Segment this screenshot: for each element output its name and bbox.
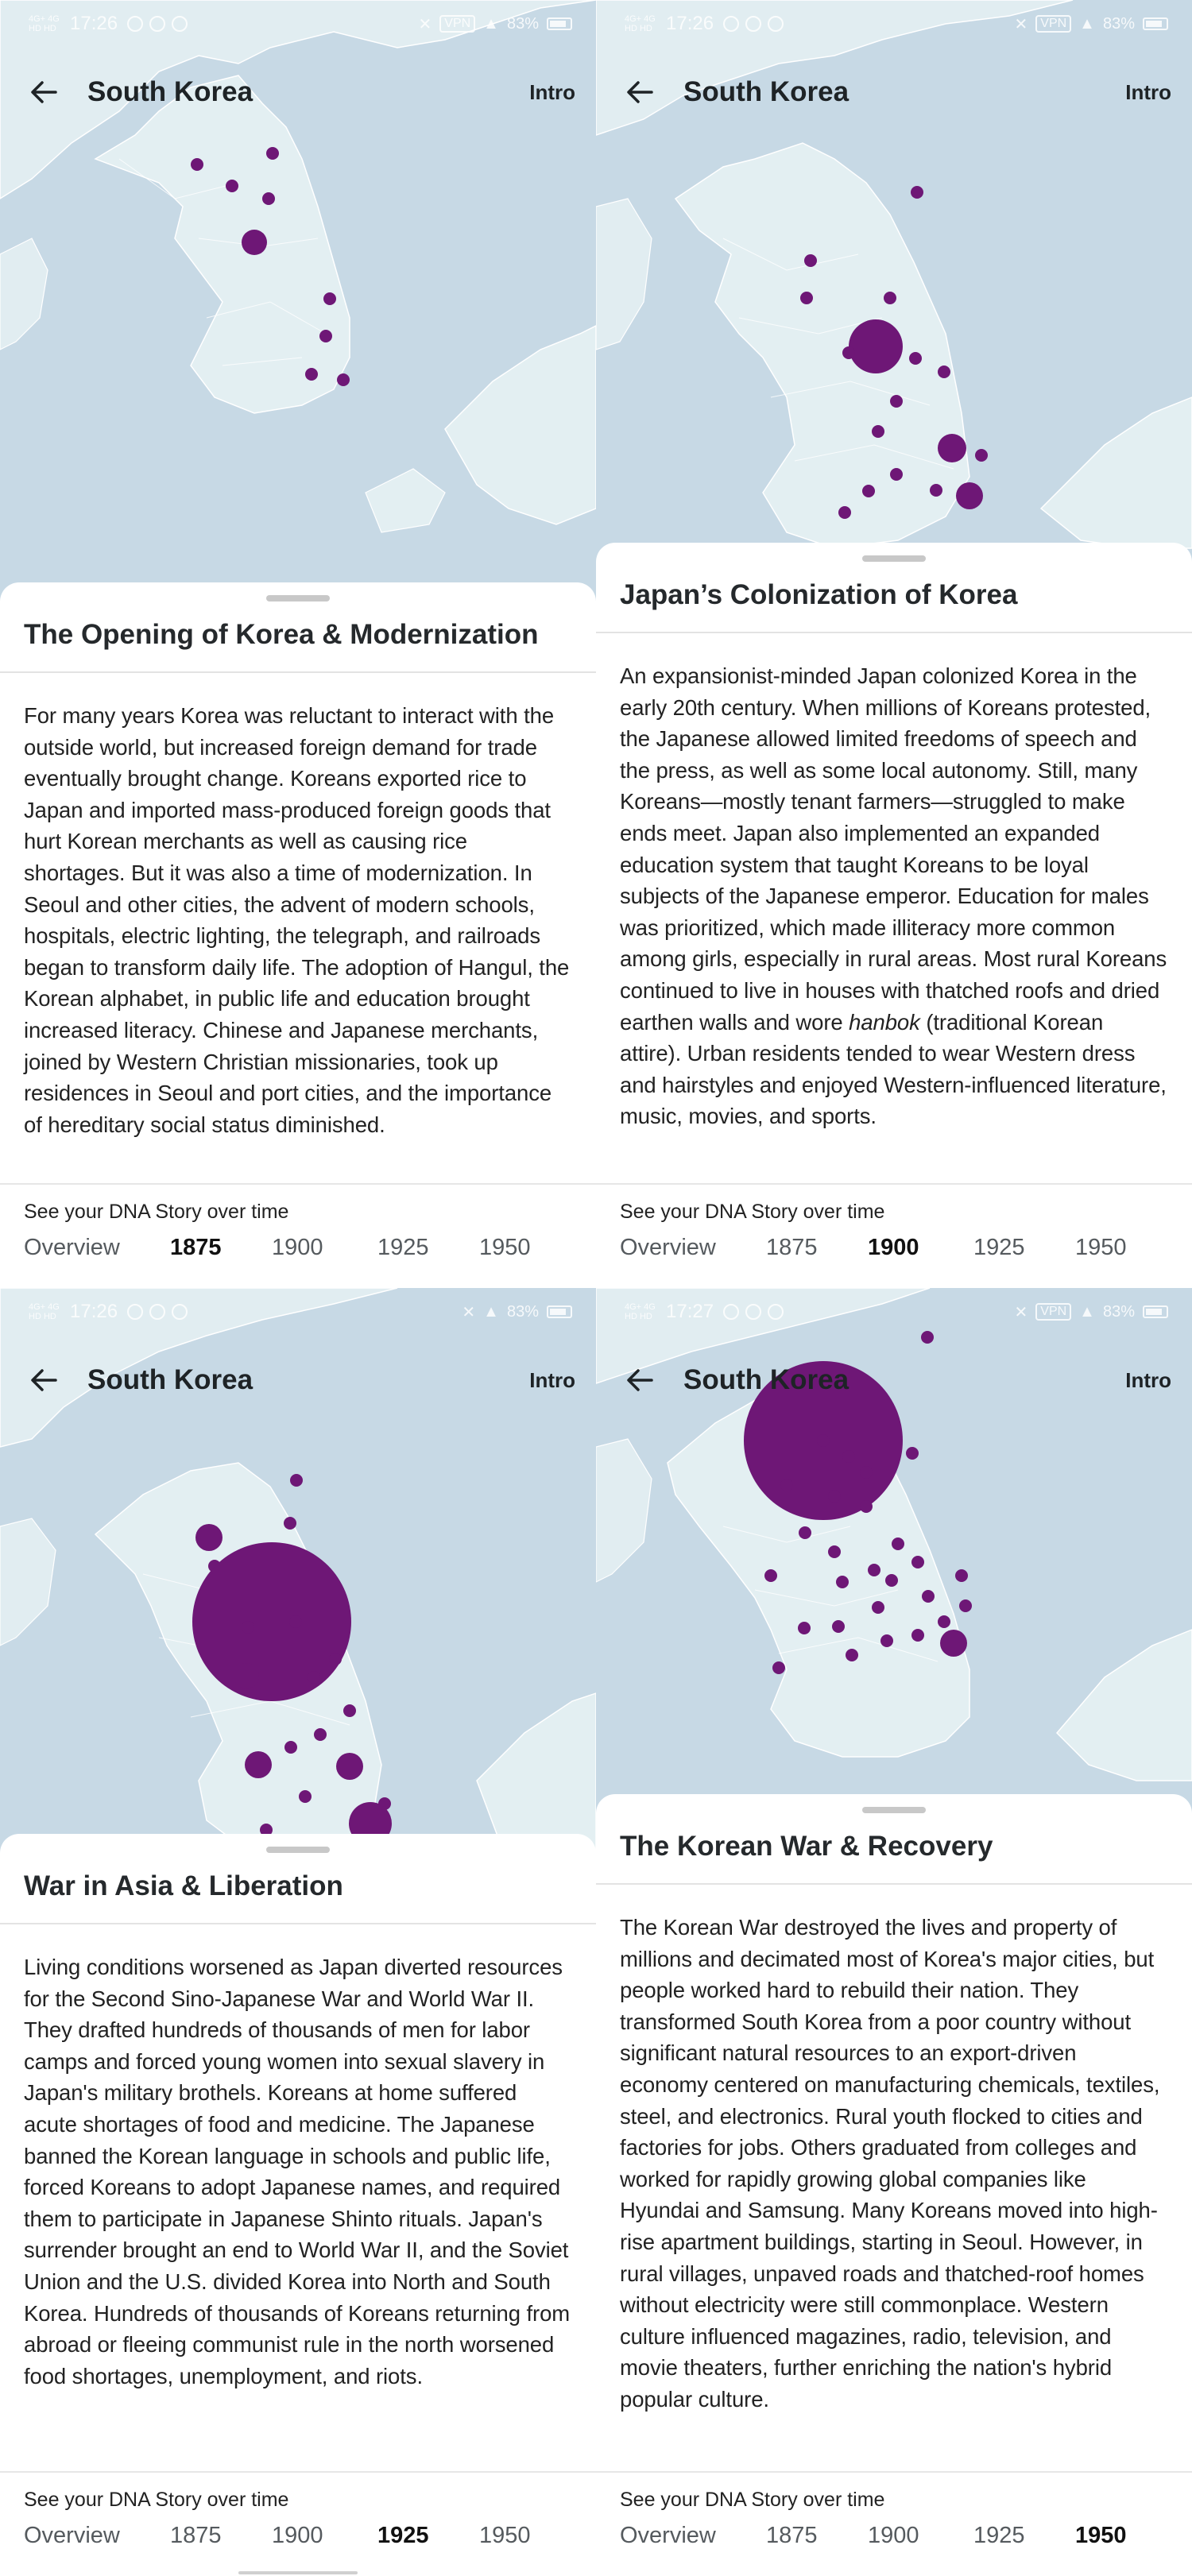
- timeline-label: See your DNA Story over time: [24, 1201, 289, 1223]
- tab-overview[interactable]: Overview: [620, 2523, 716, 2548]
- sheet-handle[interactable]: [862, 555, 926, 562]
- tab-1950[interactable]: 1950: [479, 1235, 531, 1260]
- tab-1900[interactable]: 1900: [272, 1235, 323, 1260]
- timeline-label: See your DNA Story over time: [620, 1201, 885, 1223]
- sheet-handle[interactable]: [266, 595, 330, 601]
- section-body: For many years Korea was reluctant to interact with the outside world, but increased foreign demand for trade eventually brought change. Koreans exported rice to Japan and imported mass-produced foreign goods that hurt Korean merchants as well as causing rice shortages. But it was also a time of modernization. In Seoul and other cities, the advent of modern schools, hospitals, electric lighting, the telegraph, and railroads began to transform daily life. The adoption of Hangul, the Korean alphabet, in public life and education brought increased literacy. Chinese and Japanese merchants, joined by Western Christian missionaries, took up residences in Seoul and port cities, and the importance of hereditary social status diminished.: [24, 703, 570, 1137]
- tab-overview[interactable]: Overview: [24, 2523, 120, 2548]
- timeline-label: See your DNA Story over time: [620, 2489, 885, 2511]
- intro-button[interactable]: Intro: [529, 79, 575, 104]
- panel-1900: [596, 0, 1192, 1288]
- story-sheet: [0, 582, 596, 1288]
- section-body: An expansionist-minded Japan colonized Korea in the early 20th century. When millions of Koreans protested, the Japanese allowed limited freedoms of speech and the press, as well as some local autonomy. Still, many Koreans—mostly tenant farmers—struggled to make ends meet. Japan also implemented an expanded education system that taught Koreans to be loyal subjects of the Japanese emperor. Education for males was prioritized, which made illiteracy more common among girls, especially in rural areas. Most rural Koreans continued to live in houses with thatched roofs and dried earthen walls and wore hanbok (traditional Korean attire). Urban residents tended to wear Western dress and hairstyles and enjoyed Western-influenced literature, music, movies, and sports.: [620, 663, 1167, 1129]
- battery-icon: [1143, 17, 1168, 30]
- page-title: South Korea: [87, 1364, 253, 1395]
- tab-overview[interactable]: Overview: [620, 1235, 716, 1260]
- home-indicator: [238, 2571, 358, 2574]
- tab-1875[interactable]: 1875: [170, 2523, 222, 2548]
- timeline: [596, 1183, 1192, 1288]
- section-body: The Korean War destroyed the lives and property of millions and decimated most of Korea's major cities, but people worked hard to rebuild their nation. They transformed South Korea from a poor country without significant natural resources to an export-driven economy centered on manufacturing chemicals, textiles, steel, and electronics. Rural youth flocked to cities and factories for jobs. Others graduated from colleges and worked for rapidly growing global companies like Hyundai and Samsung. Many Koreans moved into high-rise apartment buildings, starting in Seoul. However, in rural villages, unpaved roads and thatched-roof homes without electricity were still commonplace. Western culture influenced magazines, radio, television, and movie theaters, further enriching the nation's hybrid popular culture.: [620, 1915, 1160, 2412]
- panel-1875: [0, 0, 596, 1288]
- intro-button[interactable]: Intro: [529, 1367, 575, 1392]
- arrow-left-icon: [626, 80, 653, 104]
- tab-1900[interactable]: 1900: [272, 2523, 323, 2548]
- story-sheet: [596, 1794, 1192, 2576]
- page-title: South Korea: [87, 76, 253, 107]
- back-button[interactable]: [0, 64, 87, 121]
- tab-1950[interactable]: 1950: [1075, 2523, 1127, 2548]
- arrow-left-icon: [626, 1368, 653, 1392]
- battery-icon: [1143, 1305, 1168, 1318]
- status-bar: 4G+ 4G HD HD 17:27 ✕ VPN ▲ 83%: [596, 1288, 1192, 1336]
- intro-button[interactable]: Intro: [1125, 1367, 1171, 1392]
- status-bar: 4G+ 4G HD HD 17:26 ✕ ▲ 83%: [0, 1288, 596, 1336]
- timeline-tabs: [620, 2523, 1168, 2549]
- intro-button[interactable]: Intro: [1125, 79, 1171, 104]
- app-bar: [0, 64, 596, 121]
- app-bar: [596, 1352, 1192, 1409]
- tab-1875[interactable]: 1875: [170, 1235, 222, 1260]
- story-sheet: [596, 543, 1192, 1288]
- timeline: [0, 2471, 596, 2576]
- section-title: Japan’s Colonization of Korea: [596, 562, 1192, 633]
- tab-1950[interactable]: 1950: [479, 2523, 531, 2548]
- section-title: War in Asia & Liberation: [0, 1853, 596, 1924]
- panel-1950: [596, 1288, 1192, 2576]
- tab-1925[interactable]: 1925: [377, 2523, 429, 2548]
- section-title: The Opening of Korea & Modernization: [0, 601, 596, 673]
- timeline: [596, 2471, 1192, 2576]
- tab-1925[interactable]: 1925: [377, 1235, 429, 1260]
- tab-1900[interactable]: 1900: [868, 2523, 919, 2548]
- tab-1875[interactable]: 1875: [766, 1235, 818, 1260]
- tab-overview[interactable]: Overview: [24, 1235, 120, 1260]
- battery-icon: [547, 1305, 572, 1318]
- status-bar: 4G+ 4G HD HD 17:26 ✕ VPN ▲ 83%: [596, 0, 1192, 48]
- status-bar: 4G+ 4G HD HD 17:26 ✕ VPN ▲ 83%: [0, 0, 596, 48]
- app-bar: [0, 1352, 596, 1409]
- panel-1925: [0, 1288, 596, 2576]
- section-body: Living conditions worsened as Japan diverted resources for the Second Sino-Japanese War and World War II. They drafted hundreds of thousands of men for labor camps and forced young women into sexual slavery in Japan's military brothels. Koreans at home suffered acute shortages of food and medicine. The Japanese banned the Korean language in schools and public life, forced Koreans to adopt Japanese names, and required them to participate in Japanese Shinto rituals. Japan's surrender brought an end to World War II, and the Soviet Union and the U.S. divided Korea into North and South Korea. Hundreds of thousands of Koreans returning from abroad or fleeing communist rule in the north worsened food shortages, unemployment, and riots.: [24, 1955, 571, 2388]
- back-button[interactable]: [0, 1352, 87, 1409]
- tab-1925[interactable]: 1925: [973, 1235, 1025, 1260]
- story-sheet: [0, 1834, 596, 2576]
- page-title: South Korea: [683, 1364, 849, 1395]
- back-button[interactable]: [596, 64, 683, 121]
- back-button[interactable]: [596, 1352, 683, 1409]
- page-title: South Korea: [683, 76, 849, 107]
- timeline-label: See your DNA Story over time: [24, 2489, 289, 2511]
- app-bar: [596, 64, 1192, 121]
- arrow-left-icon: [30, 1368, 57, 1392]
- timeline-tabs: [620, 1235, 1168, 1261]
- section-title: The Korean War & Recovery: [596, 1813, 1192, 1885]
- tab-1875[interactable]: 1875: [766, 2523, 818, 2548]
- tab-1900[interactable]: 1900: [868, 1235, 919, 1260]
- timeline-tabs: [24, 1235, 572, 1261]
- timeline: [0, 1183, 596, 1288]
- timeline-tabs: [24, 2523, 572, 2549]
- tab-1950[interactable]: 1950: [1075, 1235, 1127, 1260]
- sheet-handle[interactable]: [862, 1807, 926, 1813]
- arrow-left-icon: [30, 80, 57, 104]
- battery-icon: [547, 17, 572, 30]
- tab-1925[interactable]: 1925: [973, 2523, 1025, 2548]
- sheet-handle[interactable]: [266, 1847, 330, 1853]
